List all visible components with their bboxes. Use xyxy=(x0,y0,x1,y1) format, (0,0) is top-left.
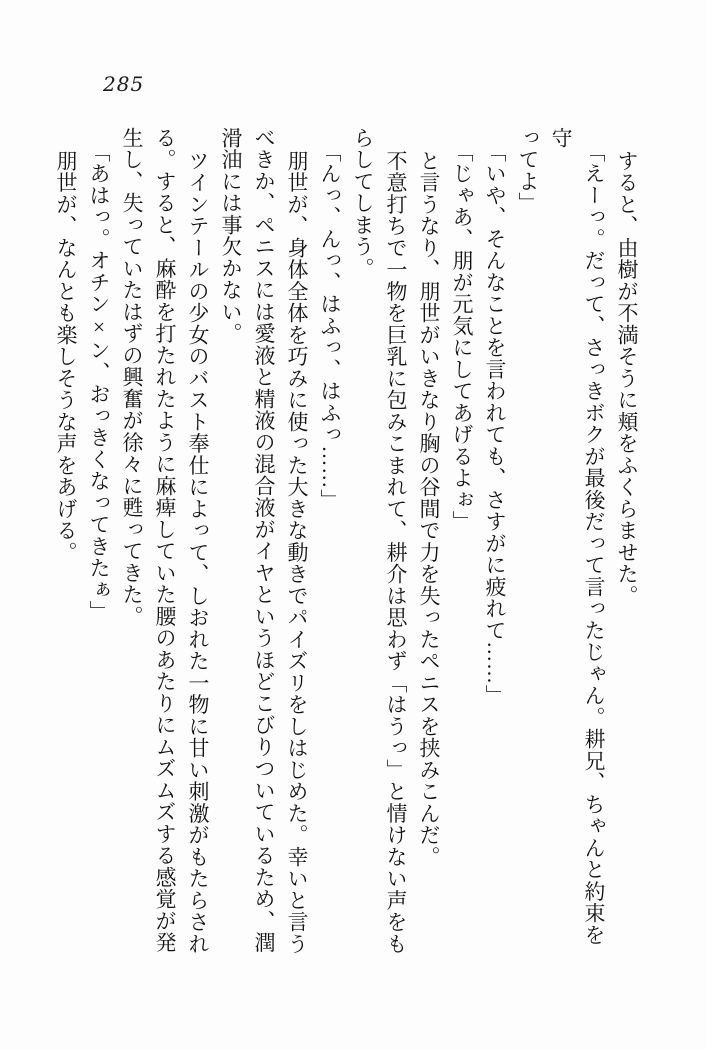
page-number: 285 xyxy=(103,72,145,96)
text-line: 「あはっ。オチン×ン、おっきくなってきたぁ」 xyxy=(87,141,111,623)
text-line: 生し、失っていたはずの興奮が徐々に甦ってきた。 xyxy=(120,127,144,628)
text-line: 不意打ちで一物を巨乳に包みこまれて、耕介は思わず「はうっ」と情けない声をも xyxy=(384,150,408,955)
text-line: 朋世が、なんとも楽しそうな声をあげる。 xyxy=(54,150,78,564)
text-line: る。すると、麻酔を打たれたように麻痺していた腰のあたりにムズムズする感覚が発 xyxy=(153,127,177,954)
page-text xyxy=(49,127,643,955)
text-line: ってよ」 xyxy=(516,127,540,214)
text-line: 「んっ、んっ、はふっ、はふっ……」 xyxy=(318,141,342,511)
text-line: ツインテールの少女のバスト奉仕によって、しおれた一物に甘い刺激がもたらされ xyxy=(186,150,210,955)
text-line: らしてしまう。 xyxy=(351,127,375,280)
text-line: すると、由樹が不満そうに頬をふくらませた。 xyxy=(615,150,639,607)
text-line: 「えーっ。だって、さっきボクが最後だって言ったじゃん。耕兄、ちゃんと約束を守 xyxy=(549,127,606,946)
text-line: べきか、ペニスには愛液と精液の混合液がイヤというほどこびりついているため、潤 xyxy=(252,127,276,954)
text-line: 滑油には事欠かない。 xyxy=(219,127,243,345)
text-line: 「じゃあ、朋が元気にしてあげるよぉ」 xyxy=(450,141,474,533)
text-line: と言うなり、朋世がいきなり胸の谷間で力を失ったペニスを挟みこんだ。 xyxy=(417,150,441,868)
text-line: 「いや、そんなことを言われても、さすがに疲れて……」 xyxy=(483,141,507,707)
text-line: 朋世が、身体全体を巧みに使った大きな動きでパイズリをしはじめた。幸いと言う xyxy=(285,150,309,955)
